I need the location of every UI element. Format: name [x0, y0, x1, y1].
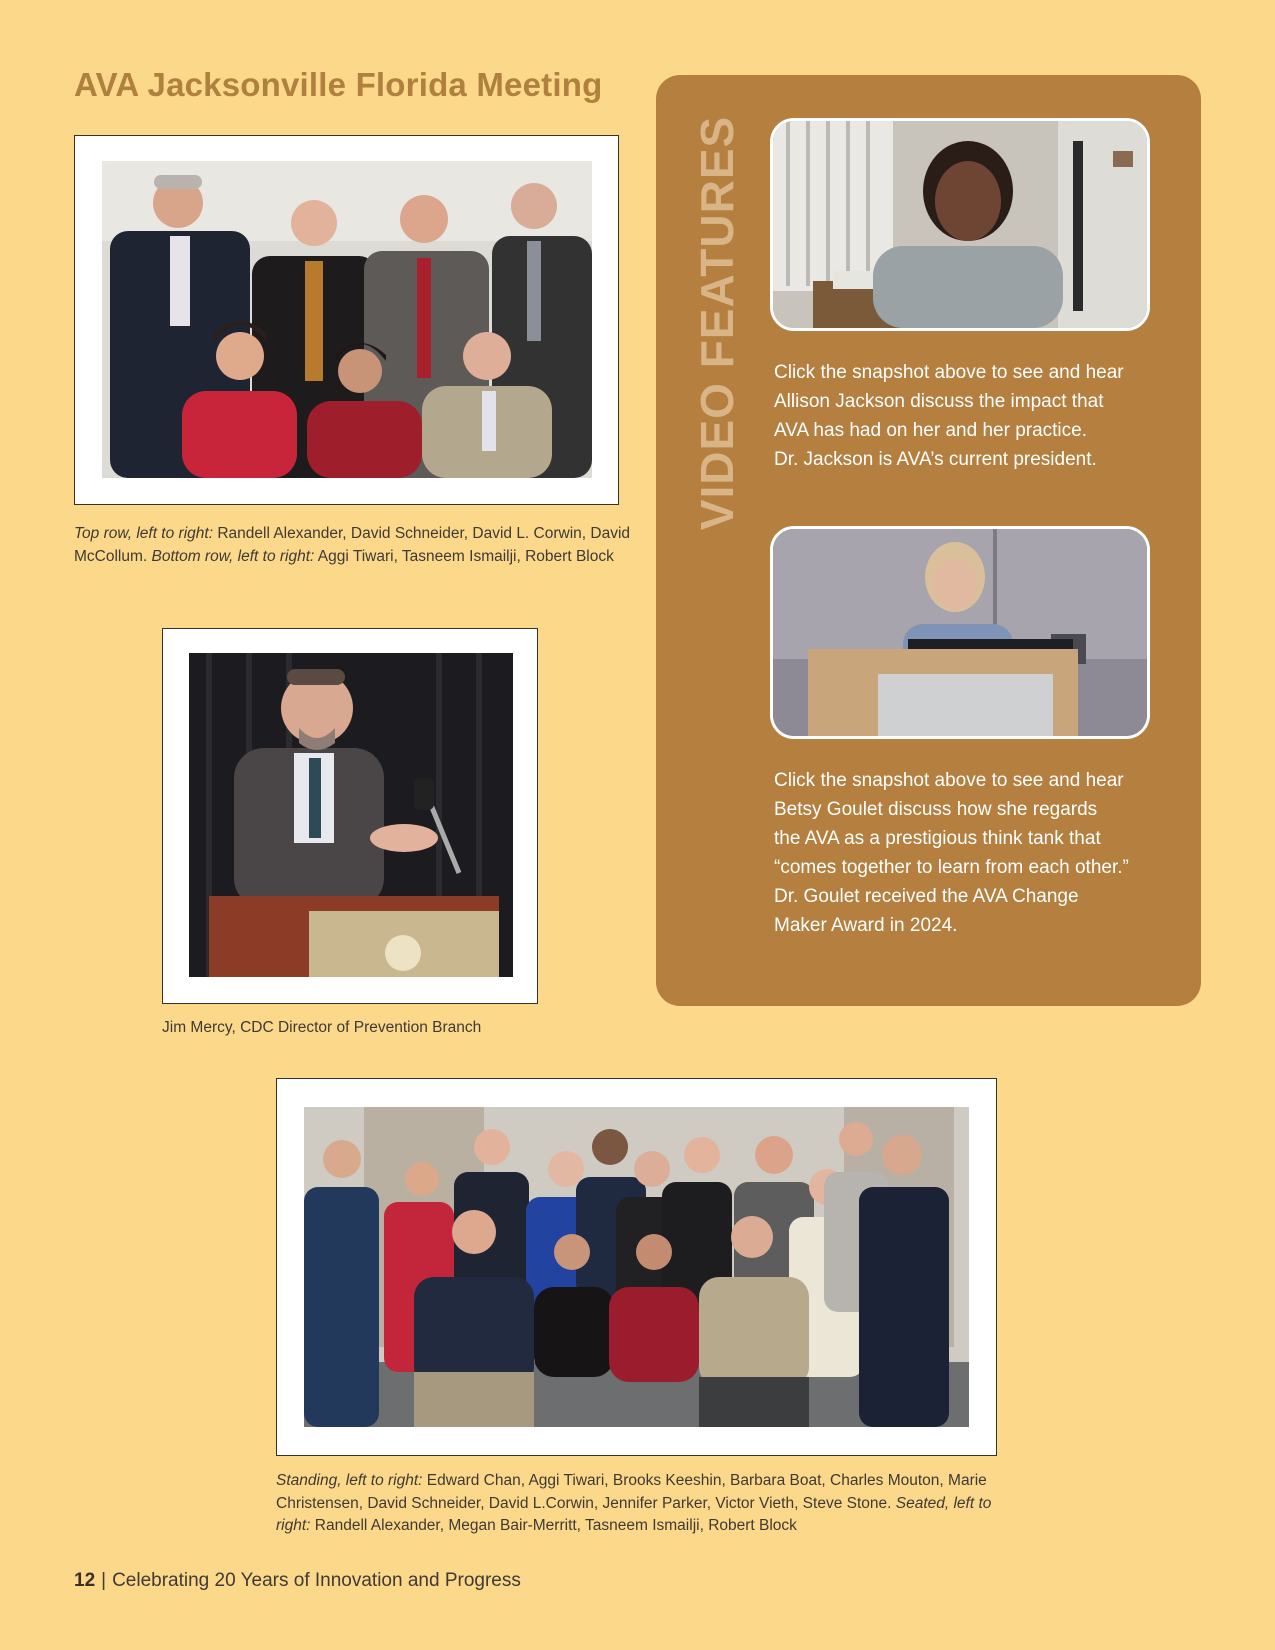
video-snapshot-jackson[interactable] [770, 118, 1150, 331]
group-photo-top [102, 161, 592, 478]
video-description-goulet [774, 766, 1174, 940]
caption-label: Top row, left to right: [74, 525, 214, 542]
group-photo-bottom [304, 1107, 969, 1427]
description-line: Click the snapshot above to see and hear [774, 770, 1124, 791]
speaker-photo [189, 653, 513, 977]
description-line: the AVA as a prestigious think tank that [774, 828, 1101, 849]
caption-label: Standing, left to right: [276, 1472, 423, 1489]
description-line: Click the snapshot above to see and hear [774, 362, 1124, 383]
description-line: Dr. Goulet received the AVA Change [774, 886, 1079, 907]
photo-caption-top [74, 523, 634, 568]
group-photo-frame-bottom [276, 1078, 997, 1456]
group-photo-frame-top [74, 135, 619, 505]
caption-names: Edward Chan, Aggi Tiwari, Brooks Keeshin, Barbara Boat, Charles Mouton, Marie Christensen, David Schneider, David L.Corwin, Jennifer Parker, Victor Vieth, Steve Stone. [276, 1472, 987, 1512]
video-features-heading: VIDEO FEATURES [691, 115, 744, 531]
caption-names: Randell Alexander, David Schneider, David L. Corwin, David McCollum. [74, 525, 631, 565]
footer-text: Celebrating 20 Years of Innovation and Progress [112, 1570, 521, 1591]
page-title: AVA Jacksonville Florida Meeting [74, 66, 603, 103]
page-number: 12 [74, 1570, 96, 1591]
description-line: “comes together to learn from each other.” [774, 857, 1129, 878]
description-line: Allison Jackson discuss the impact that [774, 391, 1104, 412]
page-footer [74, 1570, 521, 1592]
video-features-heading-wrap [683, 108, 751, 538]
caption-names: Aggi Tiwari, Tasneem Ismailji, Robert Block [317, 547, 614, 565]
description-line: Maker Award in 2024. [774, 915, 958, 936]
description-line: AVA has had on her and her practice. [774, 420, 1087, 441]
speaker-photo-frame [162, 628, 538, 1004]
video-snapshot-goulet[interactable] [770, 526, 1150, 739]
footer-separator: | [101, 1570, 107, 1591]
description-line: Betsy Goulet discuss how she regards [774, 799, 1098, 820]
photo-caption-speaker: Jim Mercy, CDC Director of Prevention Branch [162, 1019, 482, 1036]
photo-caption-bottom [276, 1470, 996, 1538]
caption-names: Randell Alexander, Megan Bair-Merritt, Tasneem Ismailji, Robert Block [314, 1517, 797, 1534]
video-description-jackson [774, 358, 1174, 474]
description-line: Dr. Jackson is AVA’s current president. [774, 449, 1097, 470]
caption-label: Seated, left to right: [276, 1494, 992, 1534]
caption-label: Bottom row, left to right: [151, 547, 315, 565]
